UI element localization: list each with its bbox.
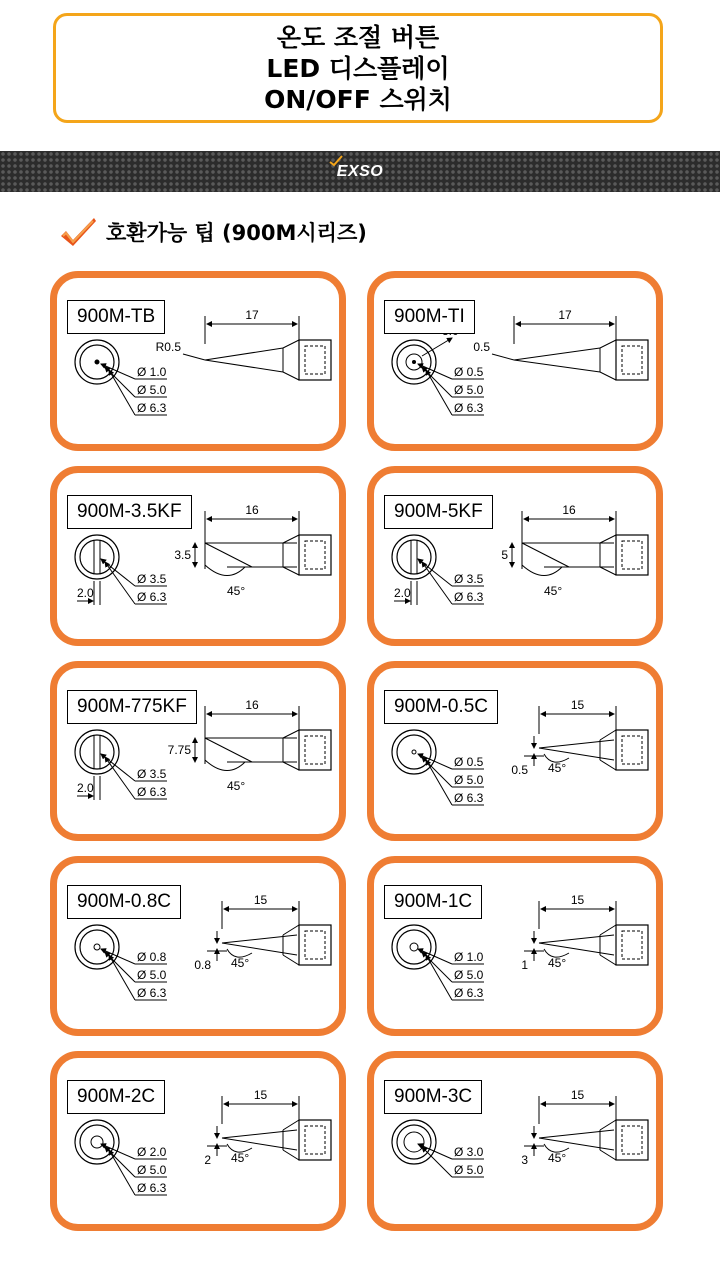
- brand-logo: [337, 163, 383, 181]
- length-dimension-label: 15: [253, 1088, 268, 1102]
- length-dimension-label: 15: [570, 698, 585, 712]
- side-dimension-label: 7.75: [167, 743, 191, 757]
- diameter-label: Ø 0.8: [137, 950, 167, 964]
- feature-box: [53, 13, 663, 123]
- tip-card: [367, 856, 663, 1036]
- section-heading: [58, 216, 367, 248]
- diameter-label: Ø 6.3: [454, 590, 484, 604]
- diameter-label: Ø 6.3: [137, 986, 167, 1000]
- diameter-label: Ø 5.0: [137, 1163, 167, 1177]
- section-title: 호환가능 팁 (900M시리즈): [106, 221, 367, 245]
- tip-card: [367, 466, 663, 646]
- diameter-label: Ø 5.0: [454, 968, 484, 982]
- diameter-label: Ø 5.0: [454, 383, 484, 397]
- tip-model-label: 900M-775KF: [67, 690, 197, 724]
- brand-logo-text: EXSO: [336, 162, 384, 180]
- tip-card: [367, 271, 663, 451]
- tip-card: [50, 661, 346, 841]
- diameter-label: Ø 5.0: [454, 1163, 484, 1177]
- diameter-label: Ø 6.3: [454, 986, 484, 1000]
- side-dimension-label: 5: [501, 548, 508, 562]
- length-dimension-label: 15: [253, 893, 268, 907]
- angle-label: 45°: [227, 779, 246, 793]
- angle-label: 45°: [231, 1151, 250, 1165]
- check-icon: [58, 216, 98, 248]
- side-dimension-label: 3: [521, 1153, 528, 1167]
- tip-card: [50, 466, 346, 646]
- side-dimension-label: 0.8: [194, 958, 211, 972]
- diameter-label: Ø 3.5: [137, 572, 167, 586]
- tip-card: [50, 271, 346, 451]
- angle-label: 45°: [227, 584, 246, 598]
- angle-label: 45°: [548, 956, 567, 970]
- diameter-label: Ø 6.3: [137, 590, 167, 604]
- angle-label: 45°: [544, 584, 563, 598]
- diameter-label: Ø 1.0: [137, 365, 167, 379]
- length-dimension-label: 17: [558, 308, 572, 322]
- side-dimension-label: 0.5: [511, 763, 528, 777]
- diameter-label: Ø 5.0: [454, 773, 484, 787]
- feature-line-3: ON/OFF 스위치: [264, 84, 452, 114]
- length-dimension-label: 16: [562, 503, 576, 517]
- slot-dimension-label: 2.0: [77, 586, 94, 600]
- diameter-label: Ø 5.0: [137, 383, 167, 397]
- feature-line-1: 온도 조절 버튼: [276, 22, 440, 52]
- tip-model-label: 900M-TI: [384, 300, 475, 334]
- tip-model-label: 900M-0.8C: [67, 885, 181, 919]
- length-dimension-label: 17: [245, 308, 259, 322]
- angle-label: 45°: [548, 761, 567, 775]
- tip-model-label: 900M-TB: [67, 300, 165, 334]
- diameter-label: Ø 6.3: [137, 401, 167, 415]
- length-dimension-label: 16: [245, 698, 259, 712]
- diameter-label: Ø 2.0: [137, 1145, 167, 1159]
- diameter-label: Ø 6.3: [454, 401, 484, 415]
- tip-card: [367, 661, 663, 841]
- diameter-label: Ø 6.3: [137, 785, 167, 799]
- slot-dimension-label: 2.0: [77, 781, 94, 795]
- tip-model-label: 900M-3.5KF: [67, 495, 192, 529]
- side-dimension-label: 2: [204, 1153, 211, 1167]
- tip-radius-label: 0.5: [473, 340, 490, 354]
- length-dimension-label: 15: [570, 1088, 585, 1102]
- tip-model-label: 900M-2C: [67, 1080, 165, 1114]
- tip-model-label: 900M-0.5C: [384, 690, 498, 724]
- side-dimension-label: 3.5: [174, 548, 191, 562]
- tip-card: [367, 1051, 663, 1231]
- diameter-label: Ø 6.3: [137, 1181, 167, 1195]
- length-dimension-label: 15: [570, 893, 585, 907]
- diameter-label: Ø 3.5: [454, 572, 484, 586]
- tip-card: [50, 856, 346, 1036]
- diameter-label: Ø 5.0: [137, 968, 167, 982]
- diameter-label: Ø 1.0: [454, 950, 484, 964]
- side-dimension-label: 1: [521, 958, 528, 972]
- diameter-label: Ø 6.3: [454, 791, 484, 805]
- diameter-label: Ø 3.5: [137, 767, 167, 781]
- logo-tick-icon: [329, 155, 343, 167]
- diameter-label: Ø 3.0: [454, 1145, 484, 1159]
- tip-radius-label: R0.5: [155, 340, 181, 354]
- diameter-label: Ø 0.5: [454, 755, 484, 769]
- angle-label: 45°: [231, 956, 250, 970]
- tip-card: [50, 1051, 346, 1231]
- brand-bar: [0, 151, 720, 192]
- diameter-label: Ø 0.5: [454, 365, 484, 379]
- length-dimension-label: 16: [245, 503, 259, 517]
- slot-dimension-label: 2.0: [394, 586, 411, 600]
- angle-label: 45°: [548, 1151, 567, 1165]
- tip-model-label: 900M-1C: [384, 885, 482, 919]
- tip-model-label: 900M-3C: [384, 1080, 482, 1114]
- feature-line-2: LED 디스플레이: [266, 53, 450, 83]
- tip-model-label: 900M-5KF: [384, 495, 493, 529]
